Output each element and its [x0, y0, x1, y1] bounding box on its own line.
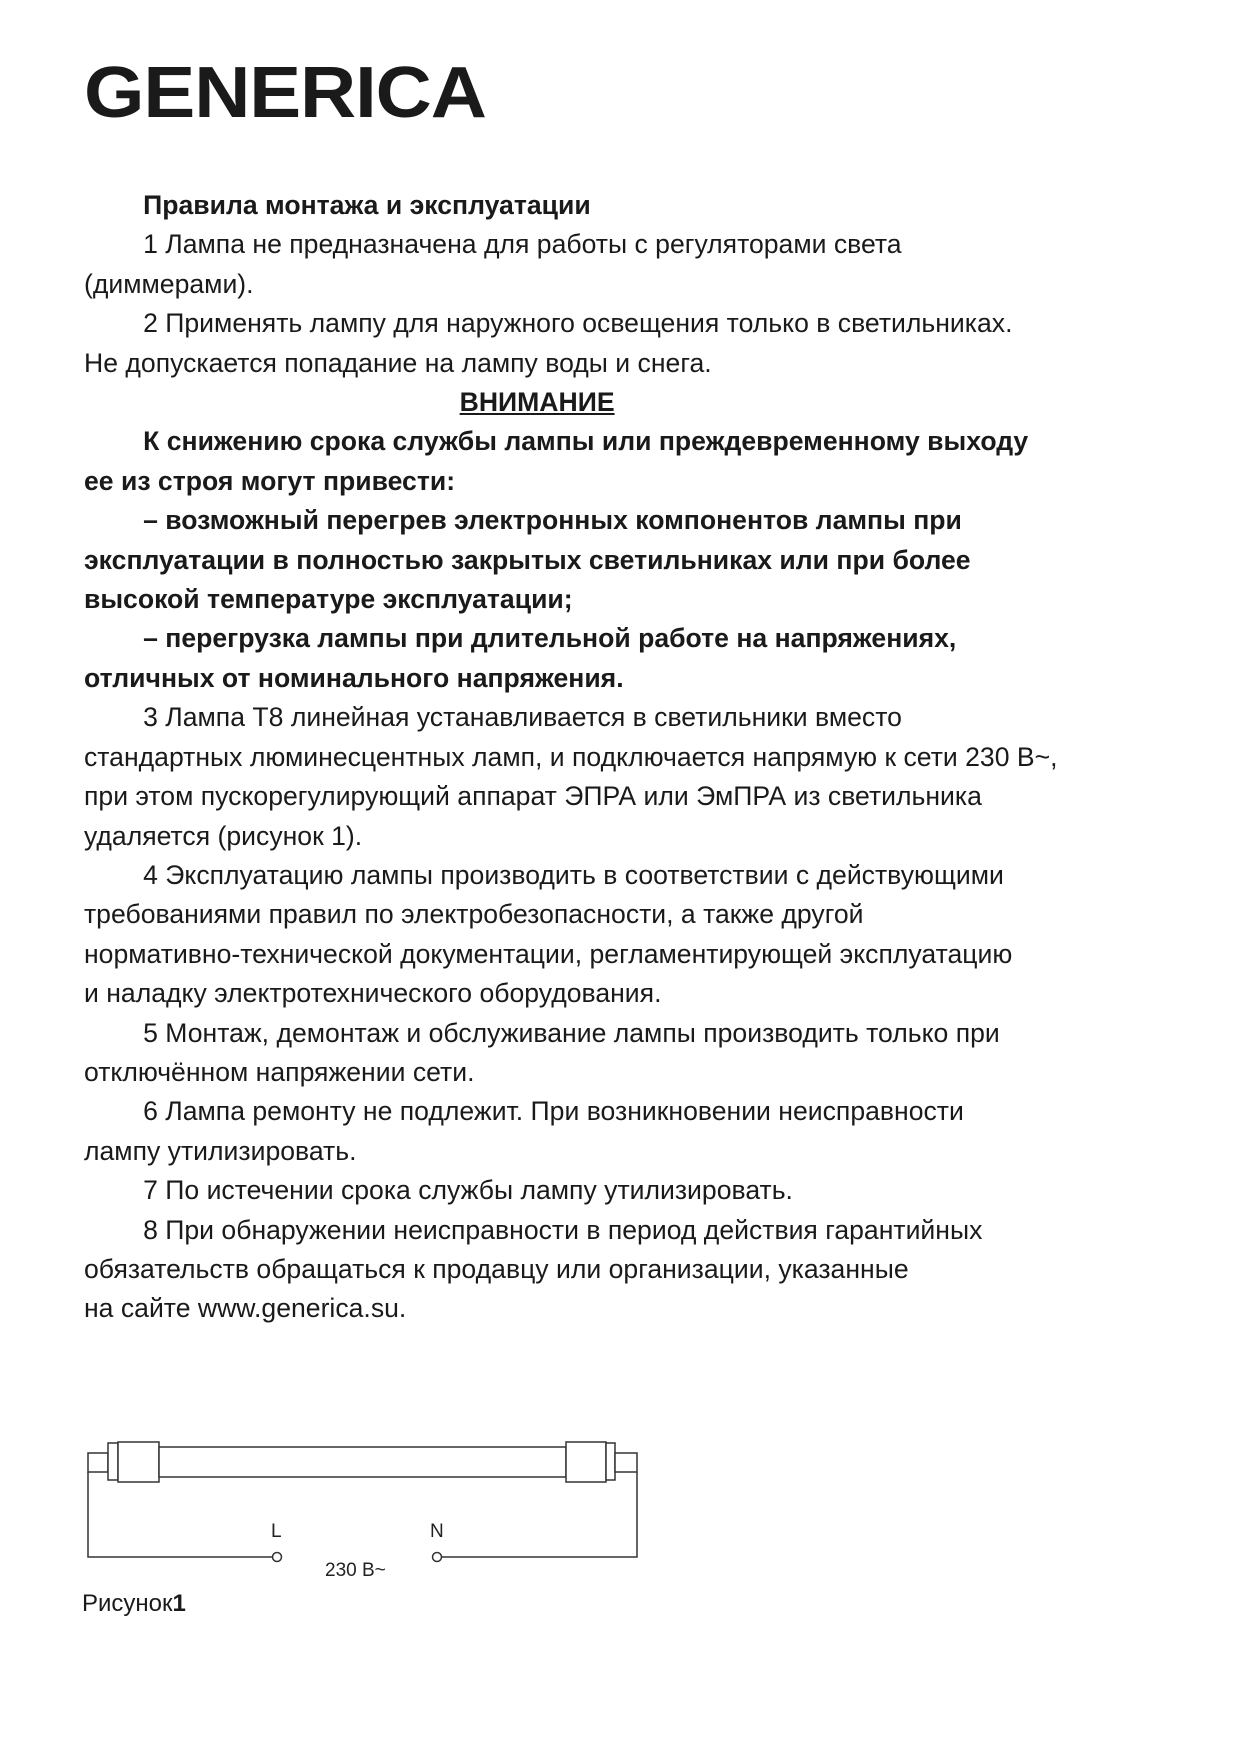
figure-caption-text: Рисунок — [82, 1590, 173, 1617]
right-cap-rim — [606, 1443, 615, 1480]
paragraph-line: и наладку электротехнического оборудования. — [84, 978, 662, 1009]
wire-left — [88, 1472, 273, 1557]
figure-number: 1 — [172, 1590, 186, 1617]
warning-line: К снижению срока службы лампы или преждевременному выходу — [143, 426, 1029, 457]
warning-line: высокой температуре эксплуатации; — [84, 584, 573, 615]
paragraph-line: стандартных люминесцентных ламп, и подключается напрямую к сети 230 В~, — [84, 741, 1058, 772]
warning-line: – перегрузка лампы при длительной работе на напряжениях, — [143, 623, 957, 654]
warning-line: – возможный перегрев электронных компонентов лампы при — [143, 505, 962, 536]
section-heading: Правила монтажа и эксплуатации — [143, 190, 591, 220]
paragraph-line: нормативно-технической документации, регламентирующей эксплуатацию — [84, 938, 1013, 969]
warning-title: ВНИМАНИЕ — [459, 387, 615, 418]
paragraph-line: 1 Лампа не предназначена для работы с регуляторами света — [143, 229, 902, 260]
tube-body — [159, 1447, 566, 1477]
paragraph-line: обязательств обращаться к продавцу или организации, указанные — [84, 1253, 909, 1284]
terminal-l — [273, 1553, 282, 1562]
terminal-n — [433, 1553, 442, 1562]
paragraph-line: (диммерами). — [84, 268, 254, 299]
left-cap-rim — [108, 1443, 118, 1480]
right-pin — [615, 1453, 637, 1472]
figure-caption — [82, 1590, 186, 1618]
brand-logo: GENERICA — [84, 53, 486, 133]
paragraph-line: требованиями правил по электробезопасности, а также другой — [84, 899, 864, 930]
paragraph-line: при этом пускорегулирующий аппарат ЭПРА или ЭмПРА из светильника — [84, 781, 982, 812]
voltage-label: 230 В~ — [325, 1560, 386, 1581]
wire-right — [441, 1472, 637, 1557]
paragraph-line: 4 Эксплуатацию лампы производить в соответствии с действующими — [143, 859, 1004, 890]
paragraph-line: на сайте www.generica.su. — [84, 1293, 407, 1324]
warning-line: эксплуатации в полностью закрытых светильниках или при более — [84, 544, 971, 575]
paragraph-line: 5 Монтаж, демонтаж и обслуживание лампы производить только при — [143, 1017, 1000, 1048]
paragraph-line: 6 Лампа ремонту не подлежит. При возникновении неисправности — [143, 1096, 964, 1127]
paragraph-line: 2 Применять лампу для наружного освещения только в светильниках. — [143, 308, 1013, 339]
paragraph-line: лампу утилизировать. — [84, 1135, 357, 1166]
left-pin — [88, 1453, 108, 1472]
paragraph-line: отключённом напряжении сети. — [84, 1056, 475, 1087]
paragraph-line: 7 По истечении срока службы лампу утилизировать. — [143, 1175, 793, 1206]
label-n: N — [430, 1521, 444, 1542]
paragraph-line: Не допускается попадание на лампу воды и снега. — [84, 347, 712, 378]
paragraph-line: 8 При обнаружении неисправности в период действия гарантийных — [143, 1214, 983, 1245]
warning-line: отличных от номинального напряжения. — [84, 662, 624, 693]
warning-line: ее из строя могут привести: — [84, 465, 456, 496]
paragraph-line: удаляется (рисунок 1). — [84, 820, 363, 851]
label-l: L — [271, 1521, 282, 1542]
right-cap — [566, 1442, 606, 1482]
left-cap — [118, 1442, 159, 1482]
paragraph-line: 3 Лампа Т8 линейная устанавливается в светильники вместо — [143, 702, 902, 733]
